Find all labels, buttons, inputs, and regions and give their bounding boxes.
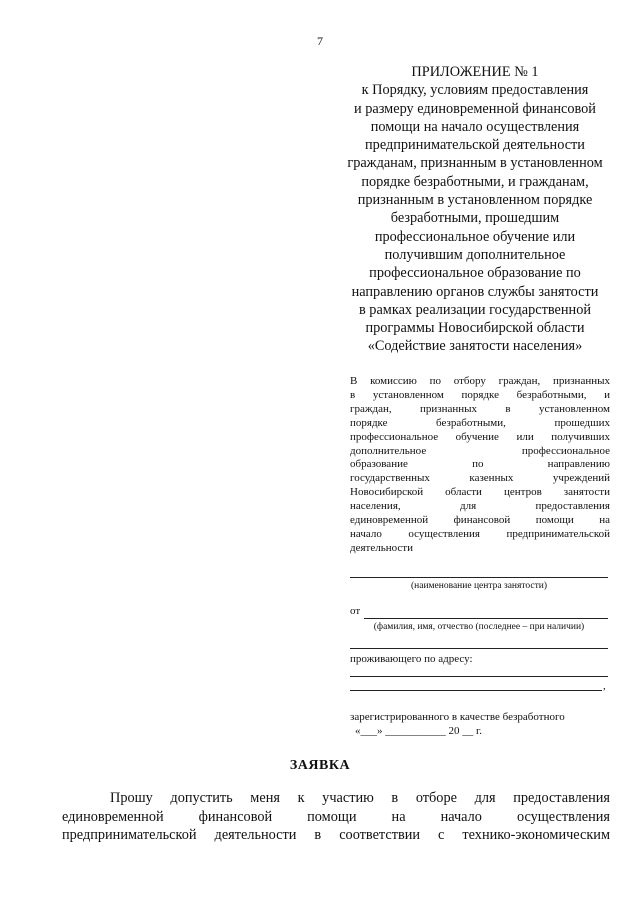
name-caption: (фамилия, имя, отчество (последнее – при наличии)	[373, 622, 585, 632]
appendix-title: ПРИЛОЖЕНИЕ № 1	[411, 64, 539, 80]
appendix-line: направлению органов службы занятости	[351, 283, 599, 300]
page-number: 7	[317, 34, 323, 48]
appendix-line: программы Новосибирской области	[365, 320, 585, 337]
addressee-line: государственных казенных учреждений	[350, 472, 610, 485]
center-name-caption: (наименование центра занятости)	[411, 581, 547, 591]
appendix-block	[330, 63, 620, 356]
appendix-line: в рамках реализации государственной	[358, 301, 591, 318]
appendix-line: «Содействие занятости населения»	[367, 338, 583, 355]
addressee-line: начало осуществления предпринимательской	[350, 527, 610, 540]
address-comma: ,	[603, 680, 606, 692]
from-label: от	[350, 605, 361, 617]
address-rule-1	[350, 676, 608, 677]
addressee-line: дополнительное профессиональное	[350, 444, 610, 457]
addressee-line: профессиональное обучение или получивших	[350, 430, 610, 443]
appendix-line: профессиональное образование по	[369, 265, 581, 282]
addressee-line: Новосибирской области центров занятости	[350, 486, 610, 499]
name-extra-line[interactable]	[350, 648, 608, 649]
addressee-line: порядке безработными, прошедших	[350, 416, 610, 429]
addressee-line: В комиссию по отбору граждан, признанных	[350, 375, 610, 387]
registered-label: зарегистрированного в качестве безработного	[350, 711, 565, 723]
appendix-line: порядке безработными, и гражданам,	[361, 173, 589, 190]
application-body	[62, 789, 610, 845]
appendix-line: профессиональное обучение или	[374, 228, 576, 245]
residing-label: проживающего по адресу:	[350, 653, 473, 665]
body-line: Прошу допустить меня к участию в отборе для предоставления	[110, 790, 610, 806]
addressee-line: граждан, признанных в установленном	[350, 402, 610, 415]
body-line: единовременной финансовой помощи на начало осуществления	[62, 808, 610, 825]
appendix-line: к Порядку, условиям предоставления	[361, 82, 589, 99]
addressee-line: деятельности	[350, 541, 413, 554]
address-rule-2	[350, 690, 602, 691]
registration-date[interactable]: «___» ___________ 20 __ г.	[355, 725, 483, 737]
center-name-line	[350, 577, 608, 578]
appendix-line: гражданам, признанным в установленном	[347, 155, 603, 172]
appendix-line: безработными, прошедшим	[390, 210, 560, 227]
appendix-line: получившим дополнительное	[384, 246, 566, 263]
name-extra-rule	[350, 648, 608, 649]
center-name-field[interactable]	[350, 577, 608, 592]
name-caption-wrap	[350, 622, 608, 633]
appendix-line: помощи на начало осуществления	[370, 118, 580, 135]
addressee-block	[350, 375, 610, 556]
addressee-line: единовременной финансовой помощи на	[350, 514, 610, 527]
addressee-line: образование по направлению	[350, 458, 610, 471]
document-heading: ЗАЯВКА	[289, 758, 351, 773]
appendix-line: предпринимательской деятельности	[365, 137, 585, 154]
appendix-line: признанным в установленном порядке	[357, 192, 593, 209]
address-line-2[interactable]	[350, 690, 602, 691]
address-line-1[interactable]	[350, 676, 608, 677]
appendix-line: и размеру единовременной финансовой	[354, 100, 596, 117]
from-name-line	[364, 618, 608, 619]
addressee-line: населения, для предоставления	[350, 500, 610, 513]
body-line: предпринимательской деятельности в соответствии с технико-экономическим	[62, 827, 610, 844]
addressee-line: в установленном порядке безработными, и	[350, 388, 610, 401]
